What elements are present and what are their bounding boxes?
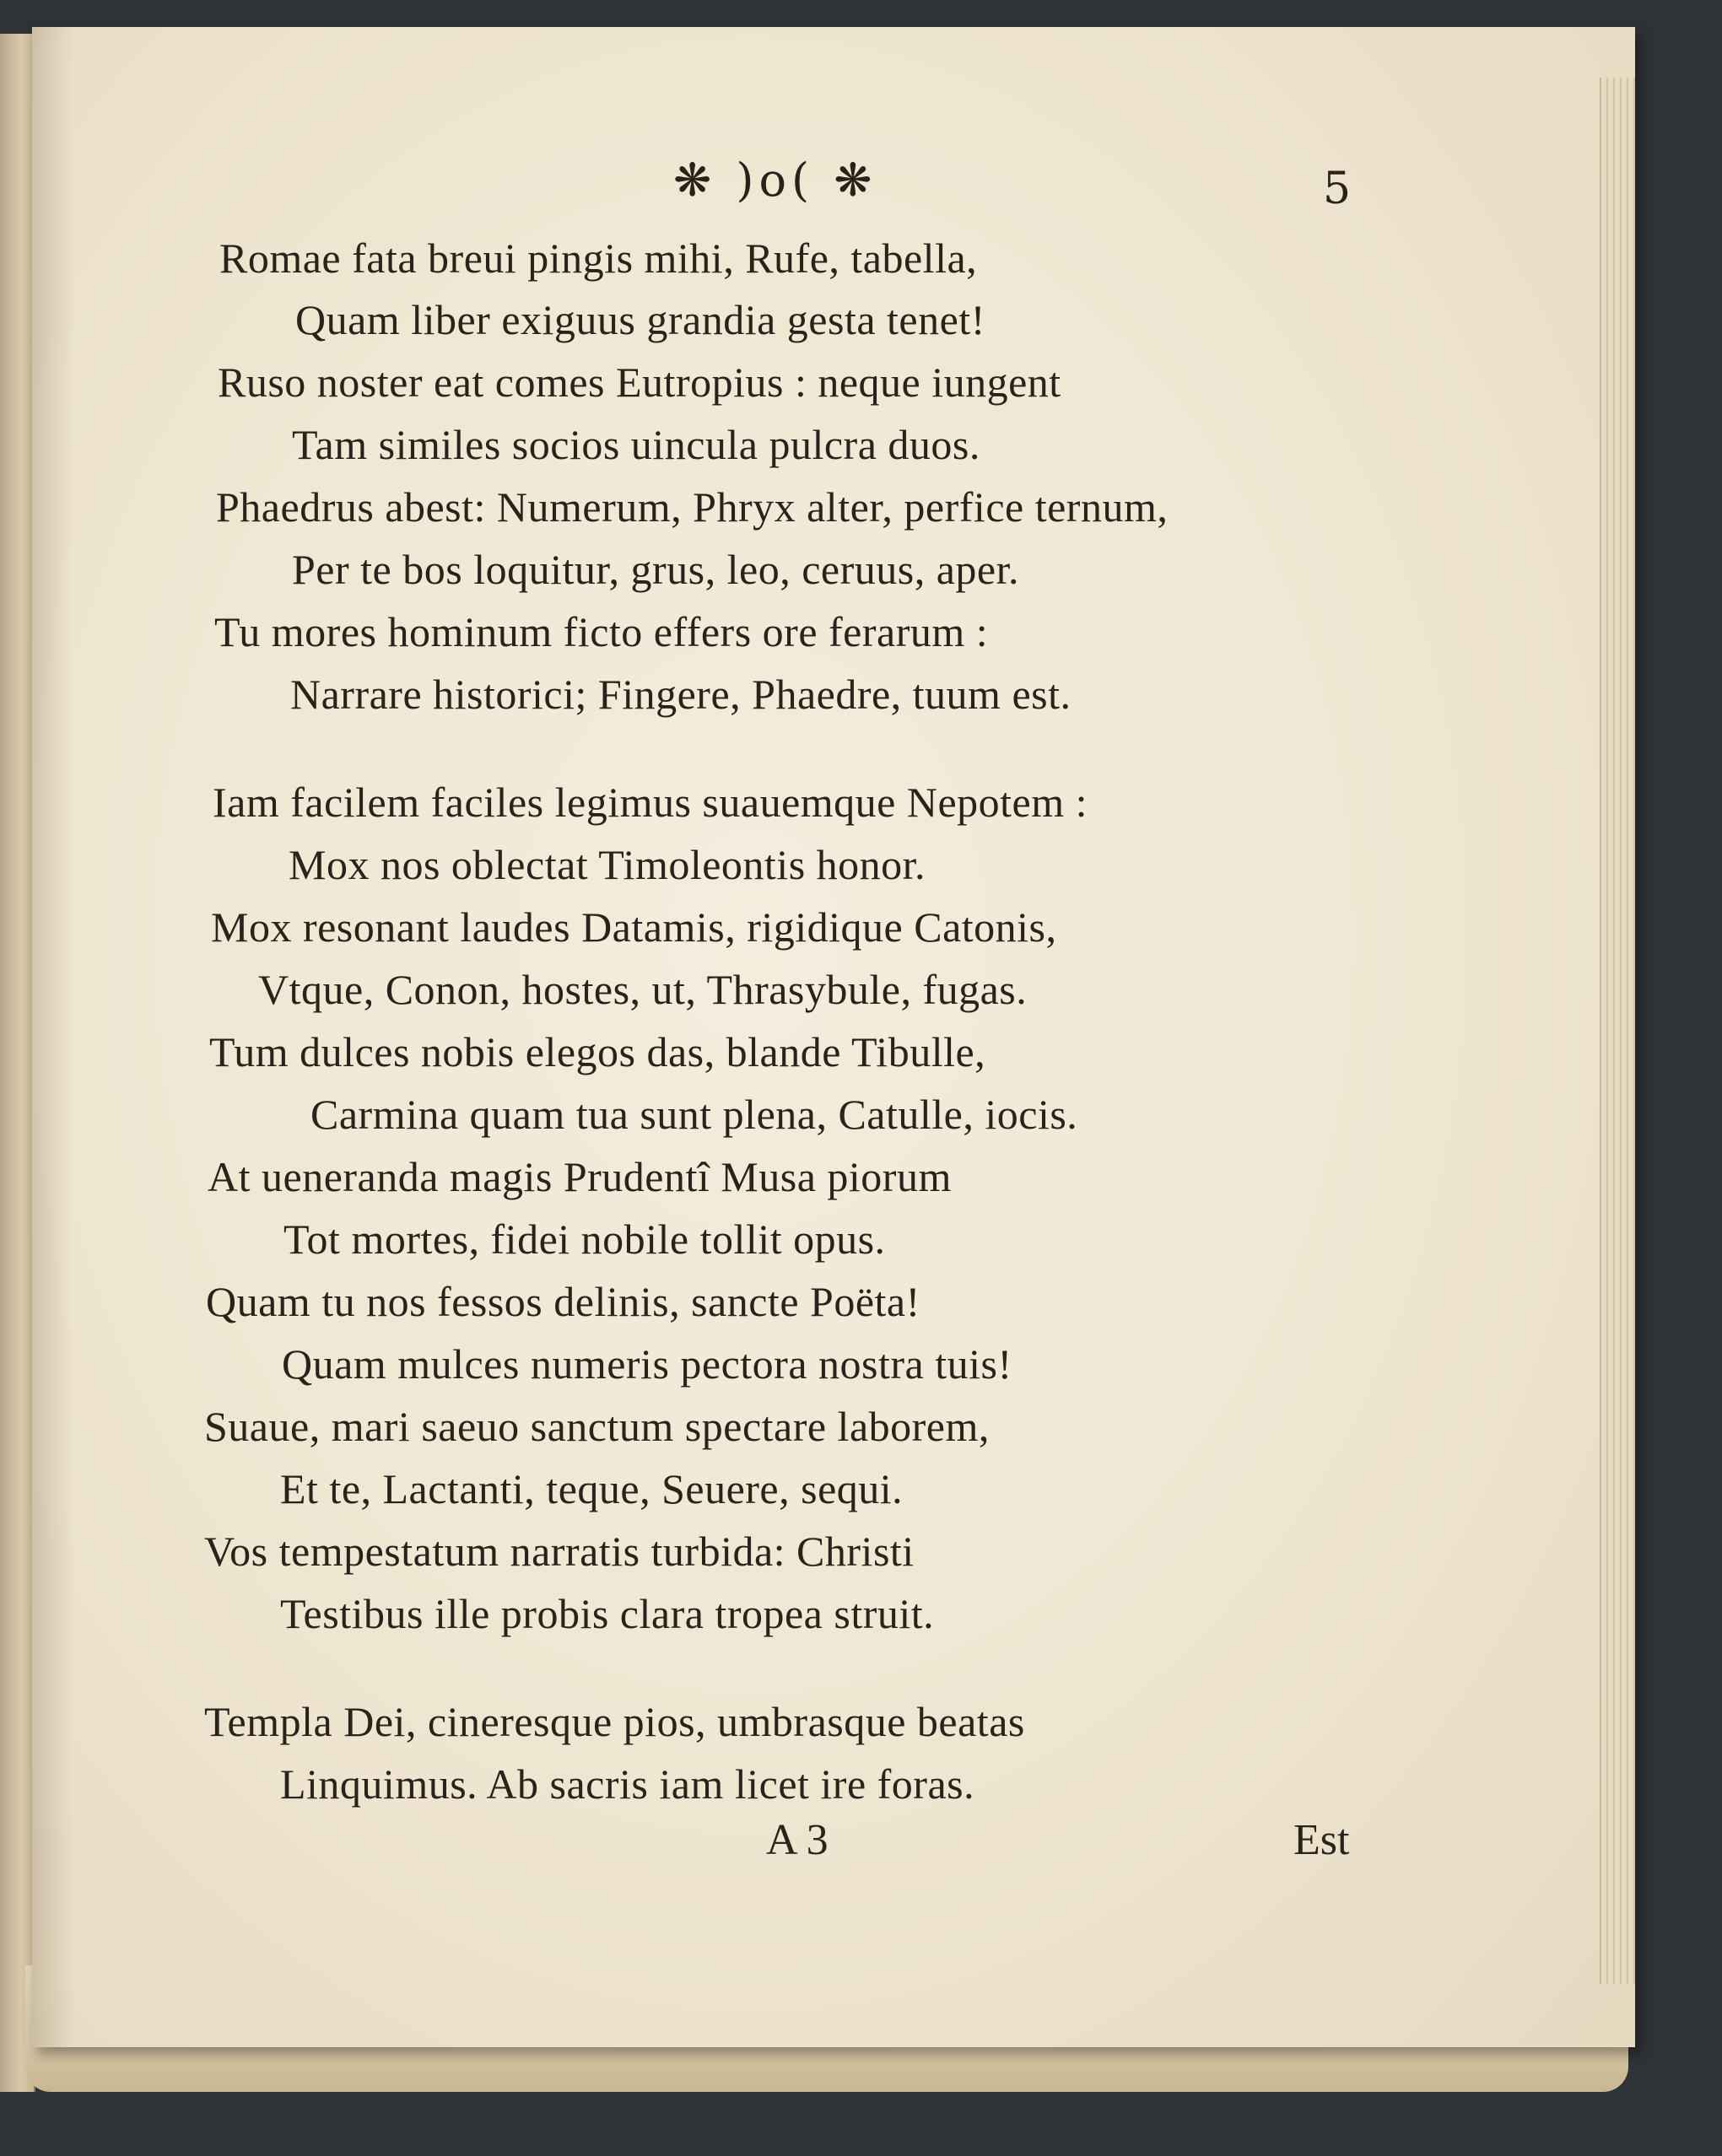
poem-line: Templa Dei, cineresque pios, umbrasque beatas (204, 1698, 1025, 1745)
poem-line: Quam liber exiguus grandia gesta tenet! (295, 296, 985, 343)
signature-mark: A 3 (766, 1816, 829, 1864)
poem-line: At ueneranda magis Prudentî Musa piorum (208, 1153, 952, 1200)
poem-line: Mox nos oblectat Timoleontis honor. (289, 841, 926, 888)
poem-line: Linquimus. Ab sacris iam licet ire foras. (280, 1760, 975, 1808)
poem-line: Tam similes socios uincula pulcra duos. (292, 421, 980, 468)
poem-line: Tum dulces nobis elegos das, blande Tibulle, (209, 1028, 986, 1075)
poem-line: Testibus ille probis clara tropea struit. (280, 1590, 935, 1637)
poem-line: Vtque, Conon, hostes, ut, Thrasybule, fugas. (258, 966, 1028, 1013)
poem-line: Carmina quam tua sunt plena, Catulle, iocis. (310, 1091, 1078, 1138)
poem-line: Vos tempestatum narratis turbida: Christi (204, 1528, 915, 1575)
poem-line: Et te, Lactanti, teque, Seuere, sequi. (280, 1465, 904, 1512)
catchword: Est (1293, 1816, 1350, 1864)
poem-line: Ruso noster eat comes Eutropius : neque iungent (218, 358, 1061, 406)
poem-line: Per te bos loquitur, grus, leo, ceruus, aper. (292, 546, 1019, 593)
poem-line: Phaedrus abest: Numerum, Phryx alter, perfice ternum, (216, 483, 1169, 531)
poem-line: Iam facilem faciles legimus suauemque Nepotem : (213, 779, 1088, 826)
book-spine (0, 34, 35, 2092)
page-header (32, 154, 1635, 221)
poem-line: Tot mortes, fidei nobile tollit opus. (283, 1215, 886, 1263)
poem-line: Quam mulces numeris pectora nostra tuis! (282, 1340, 1012, 1388)
header-ornament: ❋ )o( ❋ (673, 154, 877, 207)
page-number: 5 (1323, 164, 1352, 214)
poem-line: Tu mores hominum ficto effers ore ferarum : (214, 608, 989, 655)
poem-line: Narrare historici; Fingere, Phaedre, tuum est. (290, 671, 1072, 718)
page-edge (1600, 78, 1635, 1984)
poem-line: Romae fata breui pingis mihi, Rufe, tabella, (219, 234, 978, 282)
poem-line: Suaue, mari saeuo sanctum spectare laborem, (204, 1403, 990, 1450)
poem-line: Quam tu nos fessos delinis, sancte Poëta! (206, 1278, 920, 1325)
poem-line: Mox resonant laudes Datamis, rigidique Catonis, (211, 903, 1057, 951)
gutter-shadow (32, 27, 74, 2047)
book-page (32, 27, 1635, 2047)
